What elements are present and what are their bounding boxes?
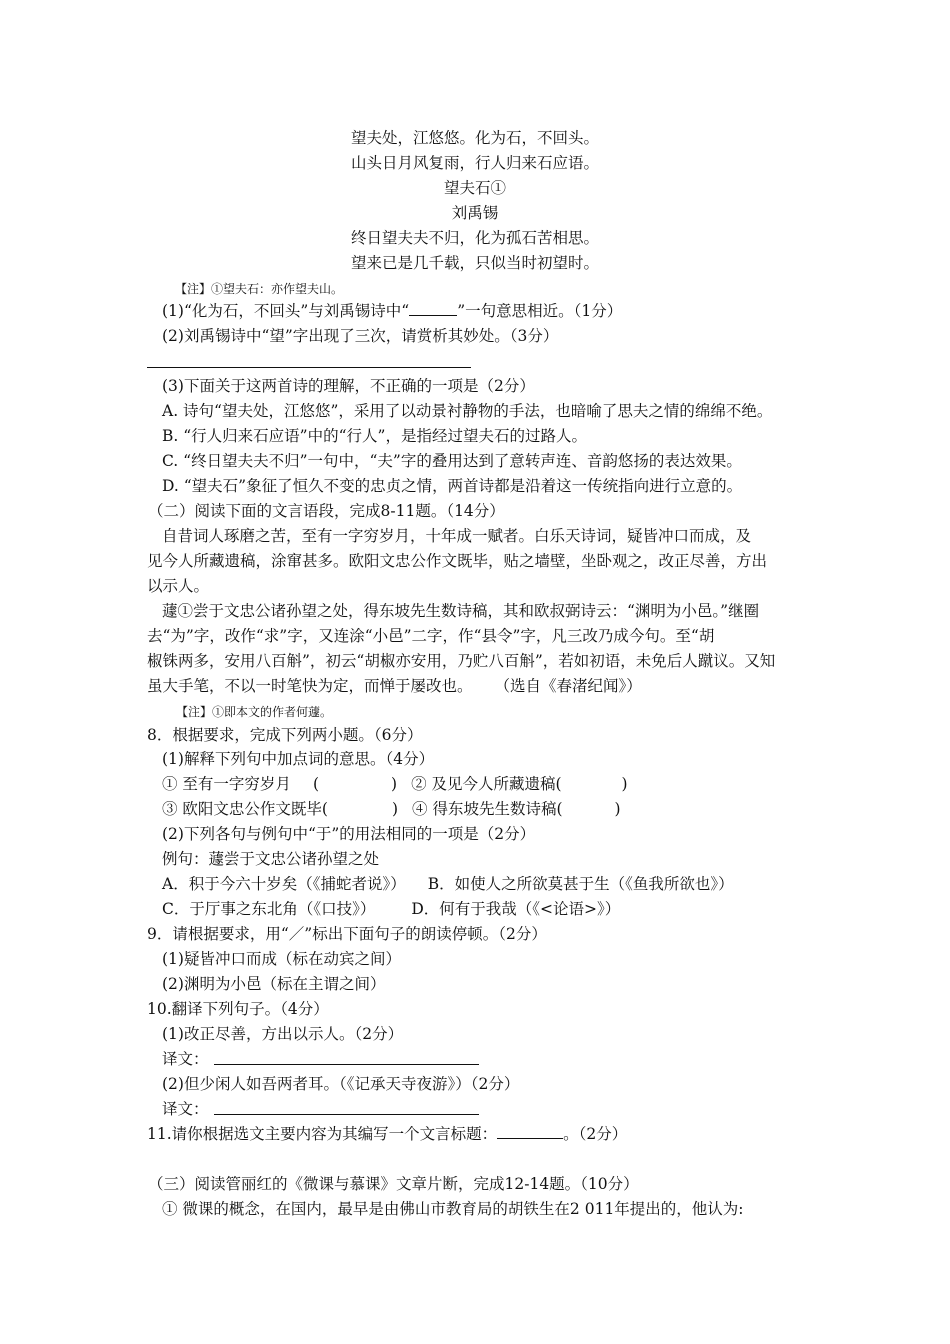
question-9-stem: 9．请根据要求，用“／”标出下面句子的朗读停顿。（2分） xyxy=(147,925,547,943)
question-11 xyxy=(147,1123,627,1145)
section-3-paragraph-1: ① 微课的概念，在国内，最早是由佛山市教育局的胡铁生在2 011年提出的，他认为: xyxy=(162,1200,744,1218)
q8-option-b: B．如使人之所欲莫甚于生（《鱼我所欲也》） xyxy=(427,875,734,893)
passage-p1-line2: 见今人所藏遗稿，涂窜甚多。欧阳文忠公作文既毕，贴之墙壁，坐卧观之，改正尽善，方出 xyxy=(147,552,768,570)
passage-p1-line1: 自昔词人琢磨之苦，至有一字穷岁月，十年成一赋者。白乐天诗词，疑皆冲口而成，及 xyxy=(162,527,752,545)
poem2-line1: 终日望夫夫不归，化为孤石苦相思。 xyxy=(350,229,599,247)
question-10-s1: (1)改正尽善，方出以示人。（2分） xyxy=(162,1025,404,1043)
q8-option-c: C．于厅事之东北角（《口技》） xyxy=(162,900,376,918)
poem2-author: 刘禹锡 xyxy=(451,204,499,222)
passage-p2-line1: 蘧①尝于文忠公诸孙望之处，得东坡先生数诗稿，其和欧叔弼诗云：“渊明为小邑。”继圈 xyxy=(162,602,760,620)
poem2-title: 望夫石① xyxy=(443,179,506,197)
poem2-line2: 望来已是几千载，只似当时初望时。 xyxy=(350,254,599,272)
poem-note: 【注】①望夫石：亦作望夫山。 xyxy=(175,282,344,296)
question-10-s2: (2)但少闲人如吾两者耳。（《记承天寺夜游》）（2分） xyxy=(162,1075,520,1093)
question-8-options-cd xyxy=(162,898,620,920)
item-4: ④ 得东坡先生数诗稿( xyxy=(412,800,563,818)
passage-p1-line3: 以示人。 xyxy=(147,577,210,595)
translation-label-1: 译文： xyxy=(162,1050,209,1068)
question-1-post: ”一句意思相近。（1分） xyxy=(457,302,623,320)
poem1-line2: 山头日月风复雨，行人归来石应语。 xyxy=(350,154,599,172)
passage-p2-line4 xyxy=(147,675,642,697)
poem1-line1: 望夫处，江悠悠。化为石，不回头。 xyxy=(350,129,599,147)
question-2: (2)刘禹锡诗中“望”字出现了三次，请赏析其妙处。（3分） xyxy=(162,327,559,345)
question-11-post: 。（2分） xyxy=(563,1125,628,1143)
section-2-heading: （二）阅读下面的文言语段，完成8-11题。（14分） xyxy=(148,502,505,520)
question-9-s1: (1)疑皆冲口而成（标在动宾之间） xyxy=(162,950,401,968)
passage-p2-line2: 去“为”字，改作“求”字，又连涂“小邑”二字，作“县令”字，凡三改乃成今句。至“胡 xyxy=(147,627,715,645)
q8-option-d: D．何有于我哉（《<论语>》） xyxy=(411,900,621,918)
option-d: D. “望夫石”象征了恒久不变的忠贞之情，两首诗都是沿着这一传统指向进行立意的。 xyxy=(162,477,743,495)
option-c: C. “终日望夫夫不归”一句中，“夫”字的叠用达到了意转声连、音韵悠扬的表达效果。 xyxy=(162,452,742,470)
answer-blank[interactable] xyxy=(409,301,457,316)
question-10-stem: 10.翻译下列句子。（4分） xyxy=(147,1000,329,1018)
option-a: A. 诗句“望夫处，江悠悠”，采用了以动景衬静物的手法，也暗喻了思夫之情的绵绵不绝。 xyxy=(162,402,773,420)
question-8-options-ab xyxy=(162,873,734,895)
title-answer-blank[interactable] xyxy=(497,1124,563,1139)
question-11-pre: 11.请你根据选文主要内容为其编写一个文言标题： xyxy=(147,1125,498,1143)
item-2: ② 及见今人所藏遗稿( xyxy=(411,775,562,793)
example-sentence: 例句：蘧尝于文忠公诸孙望之处 xyxy=(162,850,380,868)
question-8-items-row2: ③ 欧阳文忠公作文既毕( ) ④ 得东坡先生数诗稿( ) xyxy=(162,800,621,818)
option-b: B. “行人归来石应语”中的“行人”，是指经过望夫石的过路人。 xyxy=(162,427,587,445)
passage-p2-line4-text: 虽大手笔，不以一时笔快为定，而惮于屡改也。 xyxy=(147,677,473,695)
section-3-heading: （三）阅读管丽红的《微课与慕课》文章片断，完成12-14题。（10分） xyxy=(148,1175,639,1193)
passage-p2-line3: 椒铢两多，安用八百斛”，初云“胡椒亦安用，乃贮八百斛”，若如初语，未免后人蹴议。又知 xyxy=(147,652,776,670)
item-1: ① 至有一字穷岁月 xyxy=(162,775,291,793)
passage-source: （选自《春渚纪闻》） xyxy=(494,677,642,695)
answer-line xyxy=(147,367,471,368)
translation-label-2: 译文： xyxy=(162,1100,209,1118)
translation-line-1[interactable] xyxy=(214,1064,479,1065)
question-8-sub2: (2)下列各句与例句中“于”的用法相同的一项是（2分） xyxy=(162,825,536,843)
question-1-pre: (1)“化为石，不回头”与刘禹锡诗中“ xyxy=(162,302,410,320)
question-9-s2: (2)渊明为小邑（标在主谓之间） xyxy=(162,975,386,993)
translation-line-2[interactable] xyxy=(214,1114,479,1115)
item-3: ③ 欧阳文忠公作文既毕( xyxy=(162,800,328,818)
question-3-stem: (3)下面关于这两首诗的理解，不正确的一项是（2分） xyxy=(162,377,535,395)
question-8-stem: 8．根据要求，完成下列两小题。（6分） xyxy=(147,726,423,744)
question-8-sub1: (1)解释下列句中加点词的意思。（4分） xyxy=(162,750,435,768)
passage-note: 【注】①即本文的作者何蘧。 xyxy=(176,705,333,719)
question-8-items-row1: ① 至有一字穷岁月 ( ) ② 及见今人所藏遗稿( ) xyxy=(162,775,628,793)
q8-option-a: A．积于今六十岁矣（《捕蛇者说》） xyxy=(162,875,406,893)
question-1 xyxy=(162,300,622,322)
